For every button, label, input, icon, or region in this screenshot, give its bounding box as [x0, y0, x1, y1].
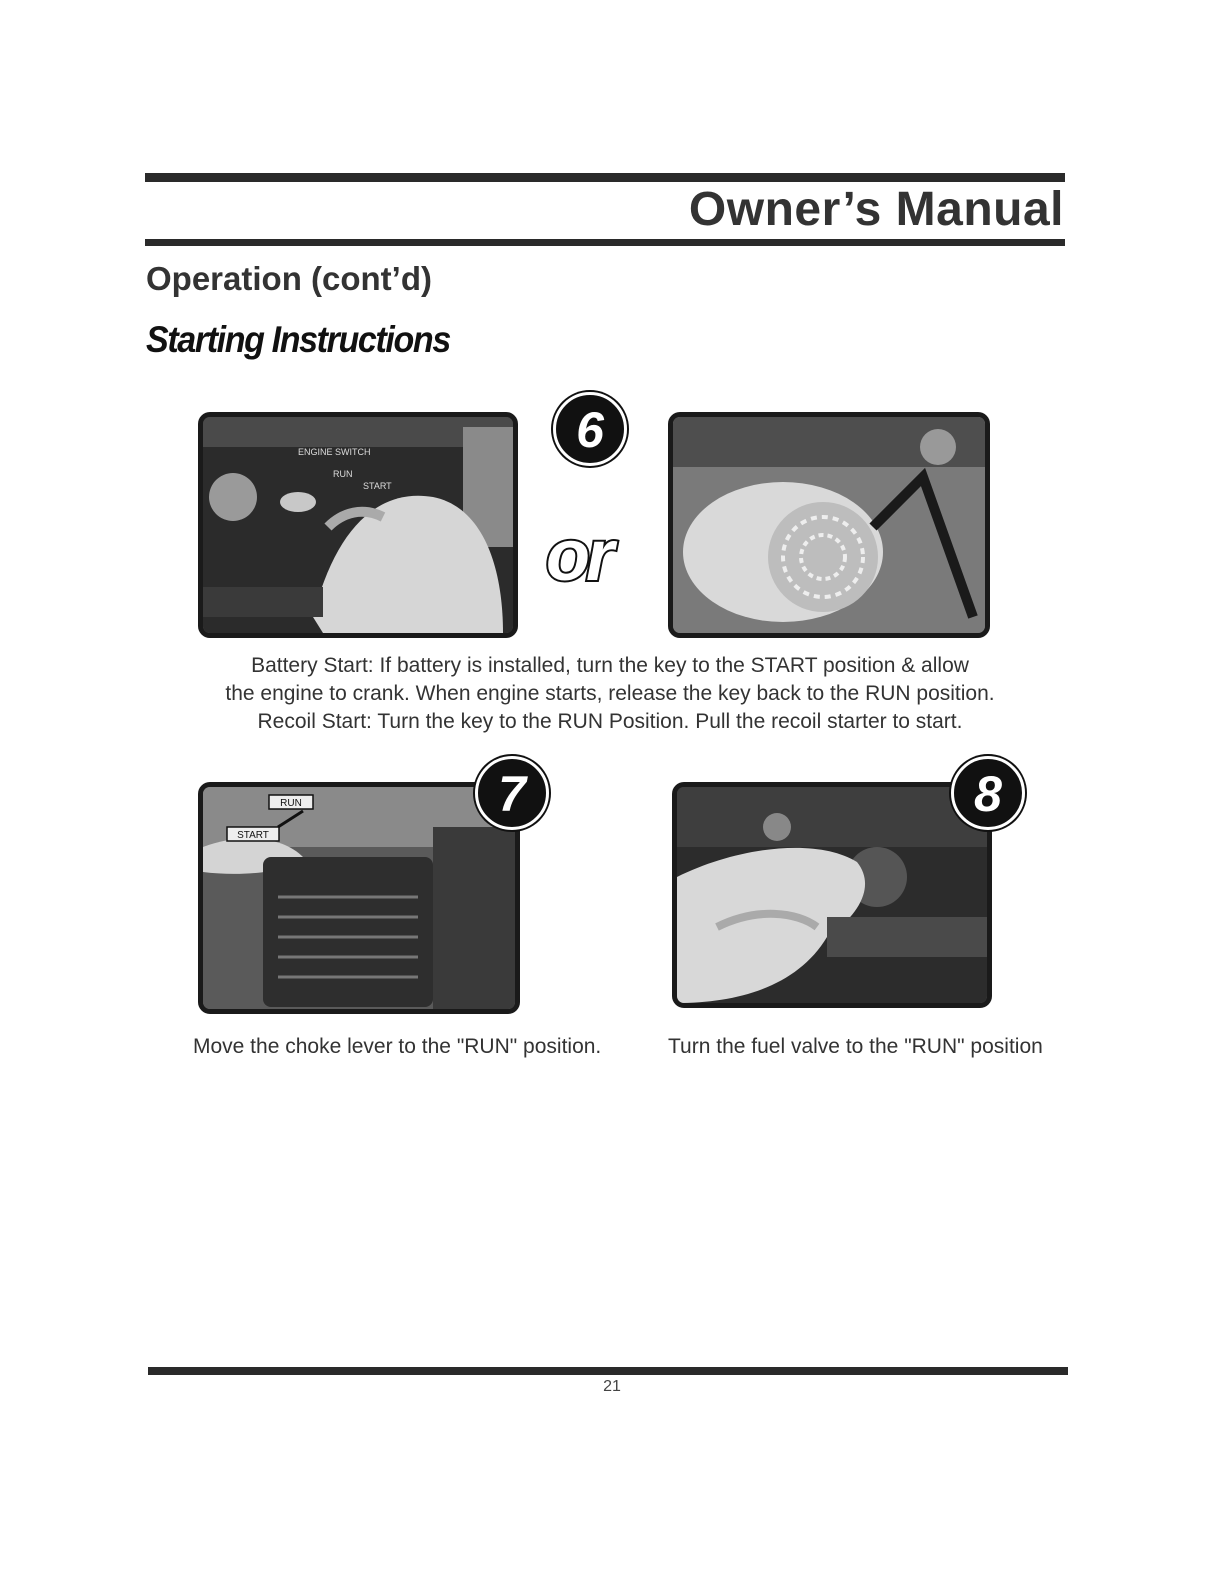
sub-title: Starting Instructions — [146, 319, 450, 360]
caption-line: Battery Start: If battery is installed, turn the key to the START position & allow — [251, 654, 969, 677]
photo-recoil-start — [668, 412, 990, 638]
step-8-badge: 8 — [951, 756, 1025, 830]
choke-run-label: RUN — [280, 798, 302, 809]
section-title: Operation (cont’d) — [146, 260, 432, 297]
engine-switch-label: ENGINE SWITCH — [298, 447, 371, 457]
footer-rule — [148, 1367, 1068, 1375]
step-6-badge: 6 — [553, 392, 627, 466]
header-rule-top — [145, 173, 1065, 182]
photo-battery-start — [198, 412, 518, 638]
caption-line: Recoil Start: Turn the key to the RUN Position. Pull the recoil starter to start. — [257, 710, 963, 733]
or-separator: or — [546, 516, 610, 596]
step-7-badge: 7 — [475, 756, 549, 830]
photo-fuel-valve — [672, 782, 992, 1008]
step-8-caption: Turn the fuel valve to the "RUN" position — [668, 1035, 1043, 1058]
page-number: 21 — [603, 1378, 621, 1395]
run-label: RUN — [333, 469, 353, 479]
step-7-caption: Move the choke lever to the "RUN" position. — [193, 1035, 602, 1058]
start-label: START — [363, 481, 392, 491]
header-rule-bottom — [145, 239, 1065, 246]
caption-line: the engine to crank. When engine starts, release the key back to the RUN position. — [225, 682, 995, 705]
step-6-caption — [150, 652, 1070, 736]
choke-start-label: START — [237, 830, 269, 841]
manual-title: Owner’s Manual — [688, 183, 1064, 236]
photo-choke-lever — [198, 782, 520, 1014]
